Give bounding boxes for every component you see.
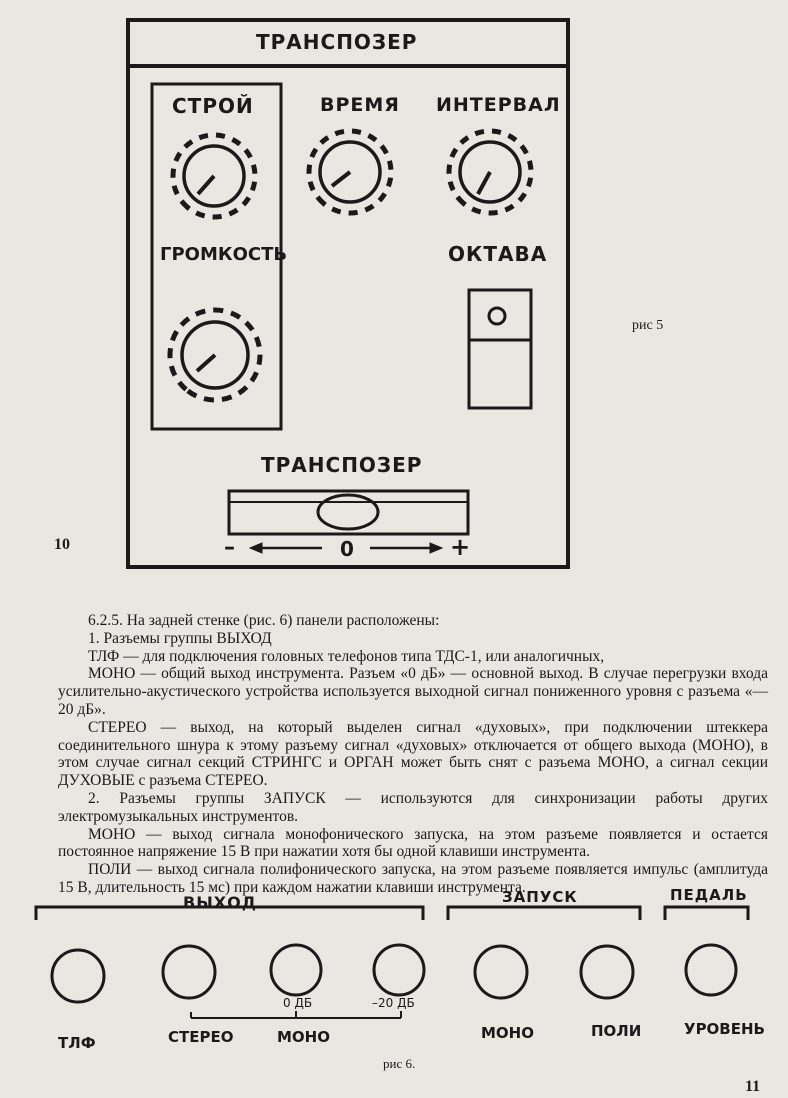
label-stroy: СТРОЙ xyxy=(172,94,254,118)
db0-label: 0 ДБ xyxy=(283,996,313,1010)
bracket-zapusk xyxy=(448,907,640,920)
label-mono-trigger: МОНО xyxy=(481,1024,534,1042)
paragraph: ТЛФ — для подключения головных телефонов типа ТДС-1, или аналогичных, xyxy=(88,647,605,665)
label-oktava: ОКТАВА xyxy=(448,242,548,266)
paragraph: МОНО — общий выход инструмента. Разъем «0 дБ» — основной выход. В случае перегрузки входа усилительно-акустического устройства используется выходной сигнал пониженного уровня с разъема «—20 дБ». xyxy=(58,665,768,718)
label-mono-out: МОНО xyxy=(277,1028,330,1046)
group-vyhod-title: ВЫХОД xyxy=(183,893,257,912)
jack-poli xyxy=(581,946,633,998)
jack-uroven xyxy=(686,945,736,995)
label-uroven: УРОВЕНЬ xyxy=(684,1020,765,1038)
jack-tlf xyxy=(52,950,104,1002)
label-gromkost: ГРОМКОСТЬ xyxy=(160,244,288,265)
figure-6-connectors xyxy=(0,880,788,1080)
label-poli: ПОЛИ xyxy=(591,1022,642,1040)
knob-stroy xyxy=(156,118,272,234)
paragraph: ПОЛИ — выход сигнала полифонического запуска, на этом разъеме появляется импульс (амплитуда 15 В, длительность 15 мс) при каждом нажатии клавиши инструмента. xyxy=(58,861,768,896)
knob-vremya xyxy=(292,114,408,230)
label-interval: ИНТЕРВАЛ xyxy=(436,94,561,116)
panel-title: ТРАНСПОЗЕР xyxy=(256,30,418,54)
paragraph: СТЕРЕО — выход, на который выделен сигнал «духовых», при подключении штеккера соединительного шнура к этому разъему сигнал «духовых» отключается от общего выхода (МОНО), в этом случае сигнал секций СТРИНГС и ОРГАН может быть снят с разъема МОНО, а сигнал секции ДУХОВЫЕ с разъема СТЕРЕО. xyxy=(58,718,768,790)
knob-gromkost xyxy=(152,292,279,419)
paragraph: 1. Разъемы группы ВЫХОД xyxy=(88,629,272,647)
transposer-slider xyxy=(229,491,468,534)
page-number-right: 11 xyxy=(745,1078,761,1095)
oktava-switch xyxy=(469,290,531,408)
jack-mono-20db xyxy=(374,945,424,995)
paragraph: МОНО — выход сигнала монофонического запуска, на этом разъеме появляется и остается постоянное напряжение 15 В при нажатии хотя бы одной клавиши инструмента. xyxy=(58,825,768,861)
body-text xyxy=(58,612,768,897)
figure-6-caption: рис 6. xyxy=(383,1056,416,1071)
paragraph: 2. Разъемы группы ЗАПУСК — используются для синхронизации работы других электромузыкальных инструментов. xyxy=(58,789,768,825)
slider-title: ТРАНСПОЗЕР xyxy=(261,453,423,477)
group-pedal-title: ПЕДАЛЬ xyxy=(670,886,748,904)
slider-minus: – xyxy=(224,535,236,560)
jack-mono-0db xyxy=(271,945,321,995)
paragraph: 6.2.5. На задней стенке (рис. 6) панели расположены: xyxy=(88,612,440,629)
db20-label: –20 ДБ xyxy=(372,996,415,1010)
slider-plus: + xyxy=(450,533,472,561)
group-zapusk-title: ЗАПУСК xyxy=(502,888,578,906)
label-stereo: СТЕРЕО xyxy=(168,1028,234,1046)
page-number-left: 10 xyxy=(54,536,70,553)
knob-interval xyxy=(432,114,548,230)
bracket-pedal xyxy=(665,907,748,920)
label-vremya: ВРЕМЯ xyxy=(320,94,400,116)
jack-stereo xyxy=(163,946,215,998)
label-tlf: ТЛФ xyxy=(58,1034,96,1052)
jack-mono-trigger xyxy=(475,946,527,998)
slider-zero: 0 xyxy=(340,537,355,561)
figure-5-caption: рис 5 xyxy=(632,318,664,333)
